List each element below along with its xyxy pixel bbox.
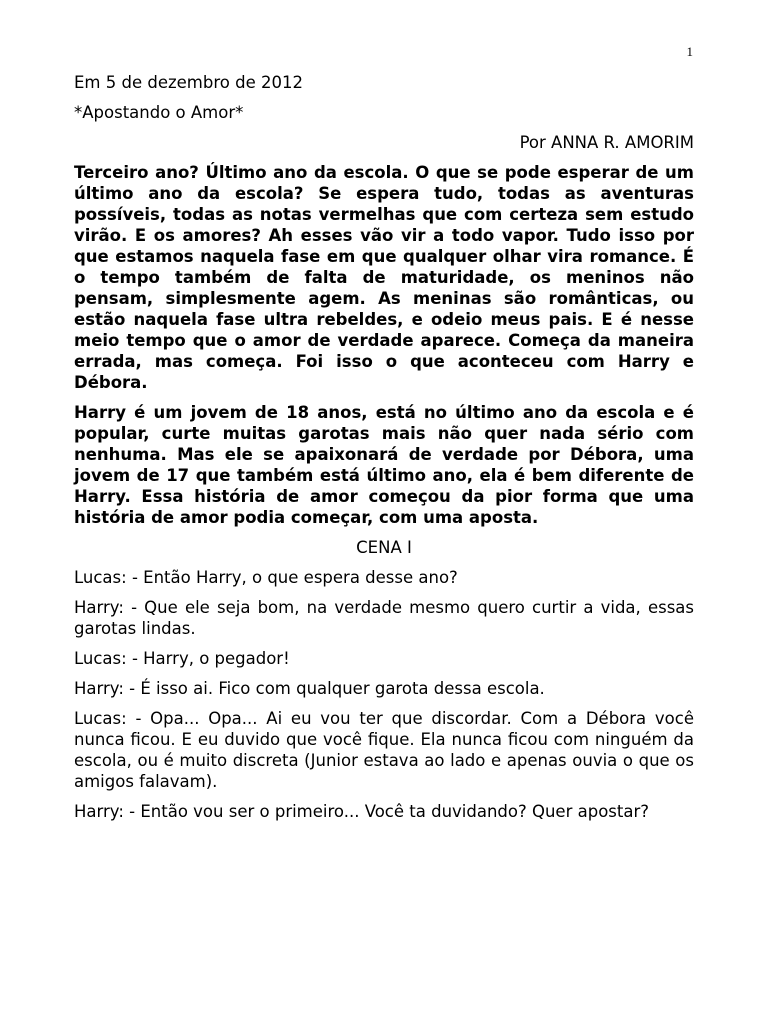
- intro-paragraph: Harry é um jovem de 18 anos, está no último ano da escola e é popular, curte muitas garotas mais não quer nada sério com nenhuma. Mas ele se apaixonará de verdade por Débora, uma jovem de 17 que também está último ano, ela é bem diferente de Harry. Essa história de amor começou da pior forma que uma história de amor podia começar, com uma aposta.: [74, 403, 694, 527]
- dialogue-line: Lucas: - Harry, o pegador!: [74, 649, 290, 668]
- document-title: *Apostando o Amor*: [74, 103, 244, 122]
- dialogue-line: Harry: - Que ele seja bom, na verdade mesmo quero curtir a vida, essas garotas lindas.: [74, 598, 694, 638]
- document-body: [74, 72, 694, 831]
- dialogue-line: Harry: - É isso ai. Fico com qualquer garota dessa escola.: [74, 679, 545, 698]
- document-date: Em 5 de dezembro de 2012: [74, 73, 303, 92]
- dialogue-line: Lucas: - Opa... Opa... Ai eu vou ter que discordar. Com a Débora você nunca ficou. E eu duvido que você fique. Ela nunca ficou com ninguém da escola, ou é muito discreta (Junior estava ao lado e apenas ouvia o que os amigos falavam).: [74, 709, 694, 791]
- scene-title: CENA I: [356, 538, 412, 557]
- dialogue-line: Harry: - Então vou ser o primeiro... Você ta duvidando? Quer apostar?: [74, 802, 650, 821]
- page-number: 1: [686, 44, 693, 59]
- dialogue-line: Lucas: - Então Harry, o que espera desse ano?: [74, 568, 458, 587]
- intro-paragraph: Terceiro ano? Último ano da escola. O que se pode esperar de um último ano da escola? Se espera tudo, todas as aventuras possíveis, todas as notas vermelhas que com certeza sem estudo virão. E os amores? Ah esses vão vir a todo vapor. Tudo isso por que estamos naquela fase em que qualquer olhar vira romance. É o tempo também de falta de maturidade, os meninos não pensam, simplesmente agem. As meninas são românticas, ou estão naquela fase ultra rebeldes, e odeio meus pais. E é nesse meio tempo que o amor de verdade aparece. Começa da maneira errada, mas começa. Foi isso o que aconteceu com Harry e Débora.: [74, 163, 694, 392]
- document-author: Por ANNA R. AMORIM: [519, 133, 694, 152]
